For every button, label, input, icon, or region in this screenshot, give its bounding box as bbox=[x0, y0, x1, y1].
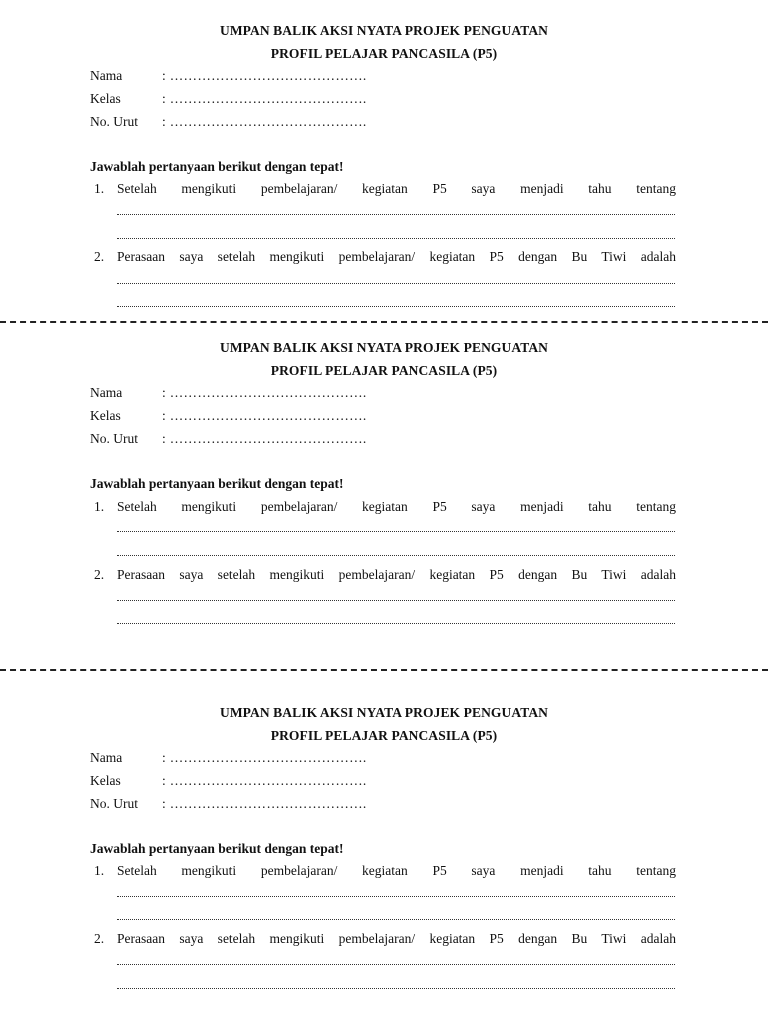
class-field[interactable]: : ……………………………………. bbox=[162, 773, 367, 788]
question-2-answer-line-2[interactable] bbox=[117, 988, 675, 989]
number-label: No. Urut bbox=[90, 114, 138, 129]
question-1-answer-line-2[interactable] bbox=[117, 919, 675, 920]
question-2-answer-line-1[interactable] bbox=[117, 283, 675, 284]
question-2-number: 2. bbox=[94, 931, 105, 946]
form-title-line2: PROFIL PELAJAR PANCASILA (P5) bbox=[270, 46, 498, 61]
question-1-text: Setelah mengikuti pembelajaran/ kegiatan P5 saya menjadi tahu tentang bbox=[117, 181, 676, 196]
class-field[interactable]: : ……………………………………. bbox=[162, 408, 367, 423]
form-title-line2: PROFIL PELAJAR PANCASILA (P5) bbox=[270, 363, 498, 378]
name-field[interactable]: : ……………………………………. bbox=[162, 385, 367, 400]
question-1-text: Setelah mengikuti pembelajaran/ kegiatan P5 saya menjadi tahu tentang bbox=[117, 863, 676, 878]
number-label: No. Urut bbox=[90, 431, 138, 446]
class-label: Kelas bbox=[90, 773, 121, 788]
question-2-text: Perasaan saya setelah mengikuti pembelajaran/ kegiatan P5 dengan Bu Tiwi adalah bbox=[117, 931, 676, 946]
instruction-text: Jawablah pertanyaan berikut dengan tepat! bbox=[90, 159, 344, 174]
form-title-line1: UMPAN BALIK AKSI NYATA PROJEK PENGUATAN bbox=[219, 705, 549, 720]
name-field[interactable]: : ……………………………………. bbox=[162, 68, 367, 83]
form-title-line1: UMPAN BALIK AKSI NYATA PROJEK PENGUATAN bbox=[219, 340, 549, 355]
question-1-number: 1. bbox=[94, 863, 105, 878]
question-1-text: Setelah mengikuti pembelajaran/ kegiatan P5 saya menjadi tahu tentang bbox=[117, 499, 676, 514]
class-label: Kelas bbox=[90, 91, 121, 106]
instruction-text: Jawablah pertanyaan berikut dengan tepat! bbox=[90, 841, 344, 856]
number-field[interactable]: : ……………………………………. bbox=[162, 114, 367, 129]
question-1-answer-line-1[interactable] bbox=[117, 896, 675, 897]
question-2-answer-line-2[interactable] bbox=[117, 623, 675, 624]
class-label: Kelas bbox=[90, 408, 121, 423]
question-1-answer-line-1[interactable] bbox=[117, 214, 675, 215]
question-2-answer-line-1[interactable] bbox=[117, 600, 675, 601]
question-2-answer-line-1[interactable] bbox=[117, 964, 675, 965]
question-1-answer-line-2[interactable] bbox=[117, 238, 675, 239]
name-field[interactable]: : ……………………………………. bbox=[162, 750, 367, 765]
question-2-number: 2. bbox=[94, 567, 105, 582]
question-1-answer-line-1[interactable] bbox=[117, 531, 675, 532]
class-field[interactable]: : ……………………………………. bbox=[162, 91, 367, 106]
question-2-text: Perasaan saya setelah mengikuti pembelajaran/ kegiatan P5 dengan Bu Tiwi adalah bbox=[117, 567, 676, 582]
question-1-answer-line-2[interactable] bbox=[117, 555, 675, 556]
name-label: Nama bbox=[90, 385, 123, 400]
question-2-text: Perasaan saya setelah mengikuti pembelajaran/ kegiatan P5 dengan Bu Tiwi adalah bbox=[117, 249, 676, 264]
instruction-text: Jawablah pertanyaan berikut dengan tepat! bbox=[90, 476, 344, 491]
name-label: Nama bbox=[90, 750, 123, 765]
question-1-number: 1. bbox=[94, 499, 105, 514]
cut-line-1 bbox=[0, 321, 768, 323]
question-2-answer-line-2[interactable] bbox=[117, 306, 675, 307]
number-field[interactable]: : ……………………………………. bbox=[162, 431, 367, 446]
form-title-line1: UMPAN BALIK AKSI NYATA PROJEK PENGUATAN bbox=[219, 23, 549, 38]
question-2-number: 2. bbox=[94, 249, 105, 264]
number-label: No. Urut bbox=[90, 796, 138, 811]
name-label: Nama bbox=[90, 68, 123, 83]
question-1-number: 1. bbox=[94, 181, 105, 196]
number-field[interactable]: : ……………………………………. bbox=[162, 796, 367, 811]
form-title-line2: PROFIL PELAJAR PANCASILA (P5) bbox=[270, 728, 498, 743]
cut-line-2 bbox=[0, 669, 768, 671]
